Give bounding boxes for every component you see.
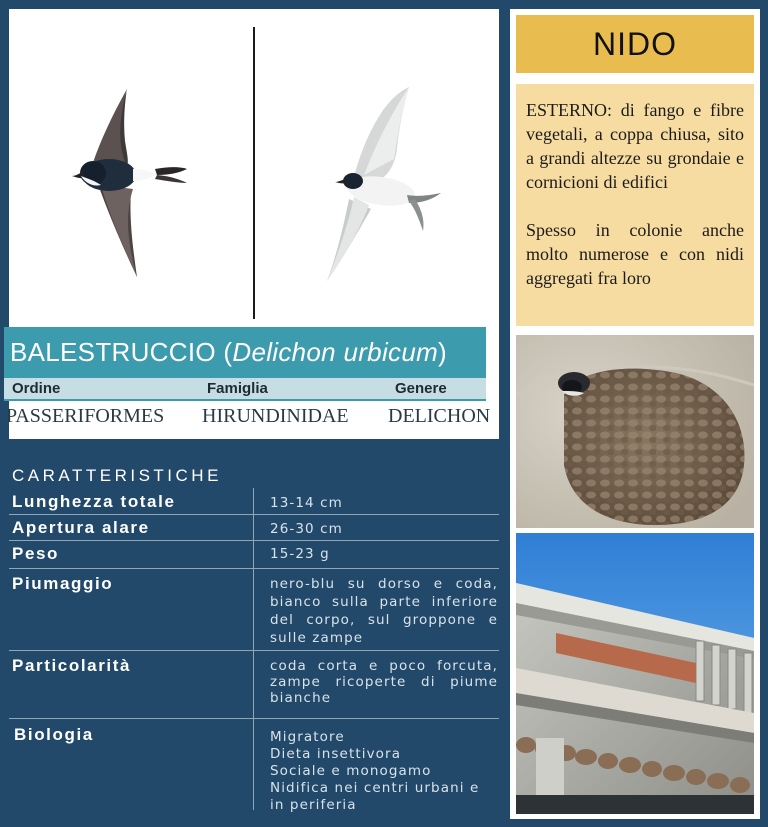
characteristic-row bbox=[9, 488, 499, 515]
nest-closeup-image bbox=[516, 335, 754, 528]
scientific-name: Delichon urbicum bbox=[232, 337, 439, 367]
characteristic-value: 15-23 g bbox=[270, 546, 330, 562]
nest-closeup-photo bbox=[516, 335, 754, 528]
characteristic-label: Biologia bbox=[14, 725, 94, 744]
characteristic-label: Apertura alare bbox=[12, 518, 150, 537]
characteristics-title: CARATTERISTICHE bbox=[12, 466, 222, 485]
taxonomy-header-genus: Genere bbox=[395, 380, 447, 397]
characteristic-label: Peso bbox=[12, 544, 60, 563]
characteristic-value: nero-blu su dorso e coda, bianco sulla parte inferiore del corpo, sul groppone e sulle zampe bbox=[270, 576, 498, 646]
characteristic-row bbox=[9, 569, 499, 651]
characteristic-value: 26-30 cm bbox=[270, 521, 343, 537]
nest-colony-photo bbox=[516, 533, 754, 814]
nest-description bbox=[516, 84, 754, 326]
illustration-divider bbox=[253, 27, 255, 319]
taxonomy-genus-value: DELICHON bbox=[388, 404, 491, 427]
characteristic-label: Lunghezza totale bbox=[12, 492, 176, 511]
taxonomy-header-order: Ordine bbox=[12, 380, 61, 397]
characteristic-row bbox=[9, 719, 499, 811]
taxonomy-family-value: HIRUNDINIDAE bbox=[202, 404, 349, 427]
nest-title: NIDO bbox=[516, 15, 754, 73]
taxonomy-order-value: PASSERIFORMES bbox=[6, 404, 165, 427]
characteristic-row bbox=[9, 651, 499, 719]
characteristic-value: Migratore Dieta insettivora Sociale e monogamo Nidifica nei centri urbani e in periferia bbox=[270, 729, 480, 813]
taxonomy-header bbox=[4, 378, 486, 399]
characteristic-value: coda corta e poco forcuta, zampe ricoperte di piume bianche bbox=[270, 658, 498, 706]
taxonomy-values bbox=[4, 401, 491, 431]
nest-colony-image bbox=[516, 533, 754, 814]
swallow-dorsal-view bbox=[72, 89, 187, 277]
swallow-ventral-view bbox=[327, 87, 441, 281]
paren-open: ( bbox=[223, 337, 233, 367]
characteristic-value: 13-14 cm bbox=[270, 495, 343, 511]
nest-paragraph: ESTERNO: di fango e fibre vegetali, a coppa chiusa, sito a grandi altezze su grondaie e cornicioni di edifici bbox=[526, 100, 744, 192]
characteristic-row bbox=[9, 515, 499, 541]
common-name: BALESTRUCCIO bbox=[10, 337, 216, 367]
characteristic-label: Particolarità bbox=[12, 656, 132, 675]
characteristic-label: Piumaggio bbox=[12, 574, 114, 593]
species-title bbox=[4, 327, 486, 378]
characteristic-row bbox=[9, 541, 499, 569]
taxonomy-header-family: Famiglia bbox=[207, 380, 268, 397]
paren-close: ) bbox=[438, 337, 448, 367]
nest-paragraph: Spesso in colonie anche molto numerose e con nidi aggregati fra loro bbox=[526, 220, 744, 288]
